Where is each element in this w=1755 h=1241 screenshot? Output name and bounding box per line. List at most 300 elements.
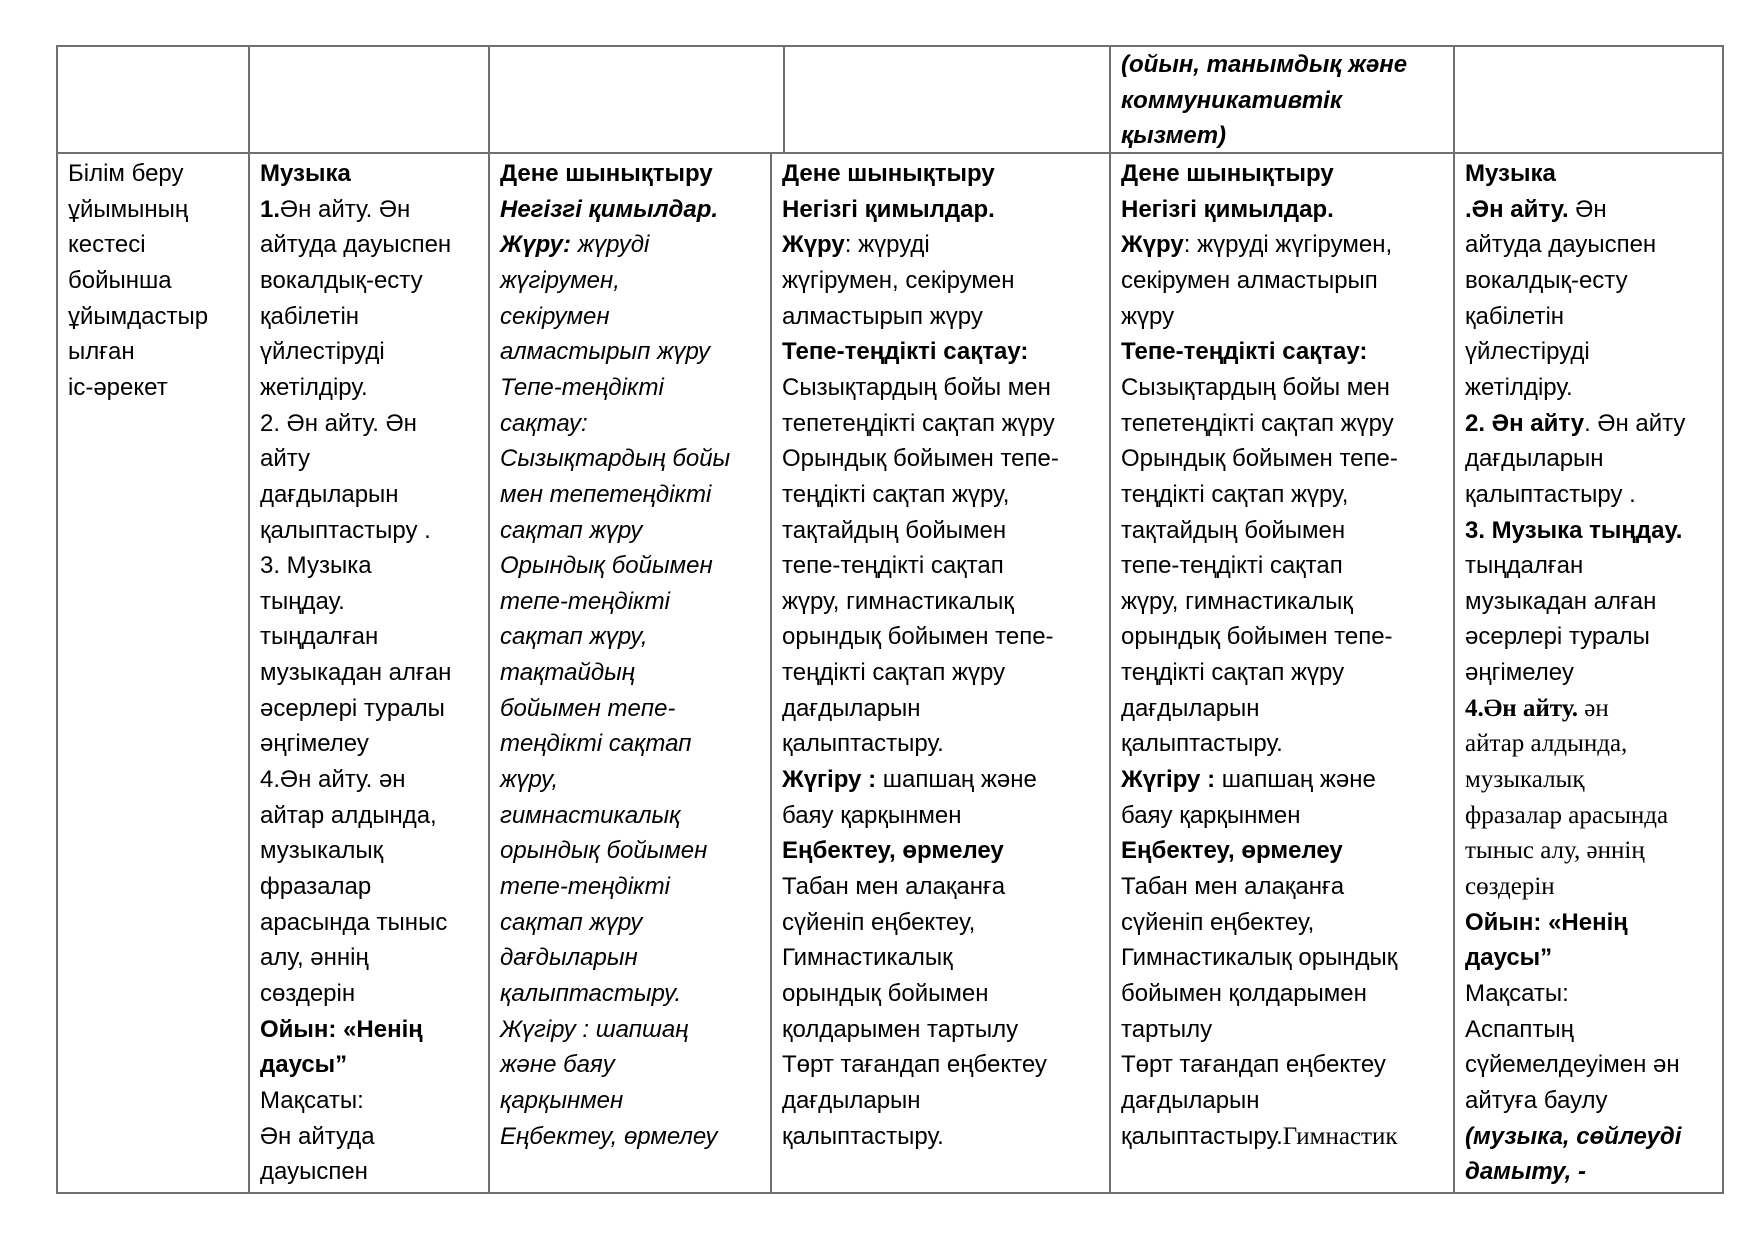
text-line xyxy=(1465,621,1650,653)
text-run: сөздерін xyxy=(1465,873,1555,900)
text-line xyxy=(1121,693,1260,725)
text-run: тепе-теңдікті xyxy=(500,587,670,615)
text-run: музыкалық xyxy=(260,837,384,865)
text-line xyxy=(260,800,437,832)
text-run: мен тепетеңдікті xyxy=(500,480,712,508)
text-run: тепе-теңдікті xyxy=(500,873,670,900)
text-run: тыңдалған xyxy=(1465,552,1584,580)
text-line xyxy=(500,871,670,903)
text-run: айтуда дауыспен xyxy=(260,231,452,259)
text-run: Жүгіру : xyxy=(782,766,877,794)
text-run: Жүру xyxy=(782,231,845,259)
text-run: Жүру: xyxy=(500,231,571,259)
text-line xyxy=(500,1049,615,1081)
text-line xyxy=(782,229,930,261)
text-run: тепетеңдікті сақтап жүру xyxy=(1121,409,1394,437)
text-line xyxy=(1465,586,1656,618)
text-run: Орындық бойымен тепе- xyxy=(1121,445,1398,473)
text-line xyxy=(782,336,1028,368)
text-run: тыңдау. xyxy=(260,587,345,615)
text-run: Орындық бойымен xyxy=(500,552,713,580)
text-line xyxy=(782,158,995,190)
text-run: 1. xyxy=(260,195,281,223)
text-line xyxy=(68,158,184,190)
text-run: орындық бойымен xyxy=(782,979,989,1007)
table-border-left xyxy=(56,45,58,1194)
text-line xyxy=(782,1014,1018,1046)
text-line xyxy=(1121,49,1407,81)
text-line xyxy=(1121,194,1334,226)
table-border-bottom xyxy=(56,1192,1724,1194)
text-line xyxy=(1465,835,1645,867)
text-run: іс-әрекет xyxy=(68,373,168,401)
text-run: даусы” xyxy=(260,1051,348,1079)
text-line xyxy=(260,1049,347,1081)
text-line xyxy=(1465,693,1609,725)
text-line xyxy=(782,265,1014,297)
text-run: Негізгі қимылдар. xyxy=(500,195,719,223)
text-run: тепе-теңдікті сақтап xyxy=(1121,552,1343,580)
text-line xyxy=(68,372,168,404)
text-line xyxy=(1121,800,1301,832)
text-run: Гимнастик xyxy=(1282,1122,1398,1150)
text-run: дағдыларын xyxy=(500,944,638,972)
text-run: жүру, xyxy=(500,766,559,794)
text-run: Сызықтардың бойы мен xyxy=(1121,373,1390,401)
text-run: теңдікті сақтап жүру, xyxy=(1121,480,1349,508)
text-line xyxy=(260,835,383,867)
text-line xyxy=(782,301,983,333)
text-run: әңгімелеу xyxy=(1465,659,1574,687)
text-line xyxy=(1465,408,1685,440)
text-run: сөздерін xyxy=(260,979,356,1007)
text-line xyxy=(1465,550,1583,582)
text-line xyxy=(1465,336,1590,368)
text-line xyxy=(1465,1156,1586,1188)
text-run: айтуда дауыспен xyxy=(1465,231,1657,259)
text-run: сақтап жүру, xyxy=(500,623,648,651)
text-line xyxy=(782,194,995,226)
text-line xyxy=(1121,1121,1398,1153)
text-run: қалыптастыру. xyxy=(782,1122,944,1150)
text-run: жүру xyxy=(1121,302,1175,330)
text-run: фразалар xyxy=(260,873,372,900)
text-run: дағдыларын xyxy=(782,1086,921,1114)
text-run: айтуға баулу xyxy=(1465,1086,1608,1114)
text-line xyxy=(260,693,445,725)
text-run: ылған xyxy=(68,338,135,366)
text-run: Ән айтуда xyxy=(260,1122,375,1150)
text-line xyxy=(782,693,921,725)
text-line xyxy=(1465,657,1574,689)
text-run: Білім беру xyxy=(68,160,184,187)
text-run: қалыптастыру. xyxy=(782,730,944,758)
text-run: айтар алдында, xyxy=(1465,730,1628,758)
text-run: қызмет) xyxy=(1121,122,1227,150)
text-run: орындық бойымен xyxy=(500,837,708,865)
text-run: сүйемелдеуімен ән xyxy=(1465,1051,1680,1079)
text-run: шапшаң және xyxy=(876,766,1037,794)
text-line xyxy=(1121,265,1378,297)
text-line xyxy=(260,550,372,582)
text-run: музыкадан алған xyxy=(1465,587,1657,615)
text-line xyxy=(500,693,675,725)
text-line xyxy=(500,835,707,867)
text-run: алу, әннің xyxy=(260,944,369,972)
text-run: қабілетін xyxy=(260,302,360,330)
text-line xyxy=(1465,301,1564,333)
text-run: сақтап жүру xyxy=(500,516,643,544)
text-line xyxy=(1121,907,1314,939)
text-line xyxy=(500,301,610,333)
text-run: теңдікті сақтап xyxy=(500,730,692,758)
text-run: қолдарымен тартылу xyxy=(782,1015,1019,1043)
text-line xyxy=(1121,479,1348,511)
text-line xyxy=(782,550,1004,582)
text-run: тақтайдың xyxy=(500,659,635,687)
text-line xyxy=(68,194,188,226)
text-run: даусы” xyxy=(1465,944,1553,972)
text-run: Негізгі қимылдар. xyxy=(1121,195,1334,223)
text-line xyxy=(1121,408,1394,440)
text-line xyxy=(782,728,944,760)
text-run: Табан мен алақанға xyxy=(1121,873,1345,900)
text-run: дауыспен xyxy=(260,1158,368,1186)
column-divider-5 xyxy=(1453,45,1455,1194)
text-line xyxy=(500,265,620,297)
text-run: Табан мен алақанға xyxy=(782,873,1006,900)
text-line xyxy=(260,728,369,760)
text-run: Тепе-теңдікті сақтау: xyxy=(782,338,1029,366)
text-line xyxy=(68,301,208,333)
text-line xyxy=(1465,978,1569,1010)
text-line xyxy=(1121,728,1283,760)
text-run: вокалдық-есту xyxy=(260,266,423,294)
text-run: жүруді xyxy=(570,231,650,259)
text-run: баяу қарқынмен xyxy=(1121,801,1301,829)
text-run: алмастырып жүру xyxy=(782,302,983,330)
text-run: дағдыларын xyxy=(1121,694,1260,722)
text-line xyxy=(1121,835,1343,867)
text-run: теңдікті сақтап жүру xyxy=(782,659,1006,687)
text-run: . Ән айту xyxy=(1584,409,1686,437)
text-run: бойынша xyxy=(68,266,172,294)
text-run: дағдыларын xyxy=(260,480,399,508)
text-run: Тепе-теңдікті сақтау: xyxy=(1121,338,1368,366)
text-run: 2. Ән айту xyxy=(1465,409,1585,437)
text-line xyxy=(1465,158,1556,190)
text-line xyxy=(1121,229,1392,261)
text-run: орындық бойымен тепе- xyxy=(782,623,1054,651)
text-run: Аспаптың xyxy=(1465,1015,1574,1043)
text-run: Гимнастикалық xyxy=(782,944,953,972)
text-run: үйлестіруді xyxy=(1465,338,1590,366)
text-line xyxy=(782,800,962,832)
text-run: дамыту, - xyxy=(1465,1158,1586,1186)
text-run: Мақсаты: xyxy=(260,1086,364,1114)
text-line xyxy=(782,443,1059,475)
text-run: жүру, гимнастикалық xyxy=(1121,587,1353,615)
text-run: 4.Ән айту. xyxy=(1465,694,1578,722)
text-line xyxy=(260,443,310,475)
text-run: кестесі xyxy=(68,231,146,259)
text-line xyxy=(1121,621,1393,653)
text-run: Дене шынықтыру xyxy=(500,160,713,187)
text-line xyxy=(1465,1049,1680,1081)
text-run: Төрт тағандап еңбектеу xyxy=(782,1051,1047,1079)
text-run: ән xyxy=(1577,694,1609,722)
text-line xyxy=(1121,120,1226,152)
text-line xyxy=(500,1121,717,1153)
text-run: сүйеніп еңбектеу, xyxy=(1121,908,1315,936)
text-line xyxy=(68,229,146,261)
text-run: Музыка xyxy=(1465,160,1556,187)
text-run: : жүруді xyxy=(844,231,930,259)
text-line xyxy=(500,1014,688,1046)
text-run: Ән xyxy=(1568,195,1607,223)
text-run: айтар алдында, xyxy=(260,801,437,829)
text-run: Еңбектеу, өрмелеу xyxy=(782,837,1004,865)
text-line xyxy=(260,301,359,333)
column-divider-4 xyxy=(1109,45,1111,1194)
text-run: үйлестіруді xyxy=(260,338,385,366)
text-line xyxy=(782,835,1004,867)
text-line xyxy=(500,657,635,689)
text-run: теңдікті сақтап жүру, xyxy=(782,480,1010,508)
table-border-row-divider xyxy=(56,152,1724,154)
text-run: Гимнастикалық орындық xyxy=(1121,944,1398,972)
text-run: Сызықтардың бойы мен xyxy=(782,373,1051,401)
text-run: шапшаң және xyxy=(1215,766,1376,794)
text-line xyxy=(260,1156,368,1188)
text-run: Дене шынықтыру xyxy=(782,160,995,187)
text-run: дағдыларын xyxy=(782,694,921,722)
text-line xyxy=(500,1085,623,1117)
text-line xyxy=(782,657,1005,689)
text-run: фразалар арасында xyxy=(1465,801,1669,829)
text-run: Ойын: «Ненің xyxy=(260,1015,423,1043)
text-run: әңгімелеу xyxy=(260,730,369,758)
text-line xyxy=(782,871,1005,903)
text-run: 3. Музыка тыңдау. xyxy=(1465,516,1683,544)
text-line xyxy=(260,194,410,226)
text-line xyxy=(1121,372,1390,404)
text-line xyxy=(500,479,711,511)
text-line xyxy=(1121,978,1367,1010)
text-run: бойымен қолдарымен xyxy=(1121,979,1367,1007)
text-line xyxy=(782,1085,921,1117)
text-run: дағдыларын xyxy=(1465,445,1604,473)
text-line xyxy=(782,372,1051,404)
text-line xyxy=(1121,301,1174,333)
text-line xyxy=(782,515,1006,547)
text-line xyxy=(260,158,351,190)
text-run: алмастырып жүру xyxy=(500,338,711,366)
text-line xyxy=(260,871,371,903)
column-divider-2 xyxy=(488,45,490,1194)
text-line xyxy=(500,408,588,440)
text-line xyxy=(260,978,355,1010)
text-run: 2. Ән айту. Ән xyxy=(260,409,417,437)
text-line xyxy=(260,764,406,796)
text-line xyxy=(1465,443,1604,475)
text-line xyxy=(500,443,730,475)
text-line xyxy=(500,586,670,618)
text-run: тыныс алу, әннің xyxy=(1465,837,1645,865)
text-line xyxy=(1121,515,1345,547)
text-line xyxy=(782,978,988,1010)
text-line xyxy=(782,1121,944,1153)
text-line xyxy=(500,229,649,261)
text-line xyxy=(1121,1014,1212,1046)
text-run: коммуникативтік xyxy=(1121,86,1342,114)
text-run: Еңбектеу, өрмелеу xyxy=(500,1122,718,1150)
text-run: Еңбектеу, өрмелеу xyxy=(1121,837,1343,865)
text-line xyxy=(500,907,642,939)
text-run: қабілетін xyxy=(1465,302,1565,330)
text-line xyxy=(1465,800,1668,832)
text-line xyxy=(1121,942,1397,974)
text-run: жүгірумен, секірумен xyxy=(782,266,1015,294)
text-line xyxy=(1465,764,1585,796)
text-run: тыңдалған xyxy=(260,623,379,651)
text-line xyxy=(500,336,710,368)
column-divider-3-bottom xyxy=(770,152,772,1194)
text-run: жетілдіру. xyxy=(260,373,368,401)
text-run: сақтау: xyxy=(500,409,588,437)
text-line xyxy=(260,479,399,511)
text-run: ұйымдастыр xyxy=(68,302,209,330)
text-line xyxy=(1465,372,1573,404)
text-run: қарқынмен xyxy=(500,1086,624,1114)
text-line xyxy=(500,515,642,547)
text-run: Негізгі қимылдар. xyxy=(782,195,995,223)
text-line xyxy=(1121,158,1334,190)
text-line xyxy=(1121,586,1353,618)
text-run: Жүгіру : шапшаң xyxy=(500,1015,689,1043)
text-run: жүру, гимнастикалық xyxy=(782,587,1014,615)
text-line xyxy=(1465,194,1607,226)
text-run: 4.Ән айту. ән xyxy=(260,766,406,794)
text-run: Жүру xyxy=(1121,231,1184,259)
text-run: гимнастикалық xyxy=(500,801,681,829)
text-line xyxy=(260,942,369,974)
text-line xyxy=(260,265,423,297)
text-run: тақтайдың бойымен xyxy=(782,516,1007,544)
text-run: (музыка, сөйлеуді xyxy=(1465,1122,1682,1150)
text-line xyxy=(500,800,680,832)
text-line xyxy=(782,621,1054,653)
text-run: секірумен xyxy=(500,302,610,330)
text-line xyxy=(782,764,1037,796)
text-line xyxy=(782,1049,1047,1081)
text-run: Дене шынықтыру xyxy=(1121,160,1334,187)
text-run: музыкалық xyxy=(1465,766,1585,794)
text-line xyxy=(500,764,558,796)
text-line xyxy=(1121,764,1376,796)
text-run: бойымен тепе- xyxy=(500,694,676,722)
text-line xyxy=(260,515,431,547)
text-line xyxy=(500,728,691,760)
text-line xyxy=(260,1121,375,1153)
text-line xyxy=(1465,265,1628,297)
text-run: қалыптастыру. xyxy=(1121,1122,1283,1150)
text-run: Ойын: «Ненің xyxy=(1465,908,1628,936)
text-line xyxy=(1121,443,1398,475)
text-run: қалыптастыру. xyxy=(1121,730,1283,758)
text-line xyxy=(782,942,953,974)
text-run: тақтайдың бойымен xyxy=(1121,516,1346,544)
text-run: қалыптастыру. xyxy=(500,979,682,1007)
text-run: сүйеніп еңбектеу, xyxy=(782,908,976,936)
text-line xyxy=(500,942,638,974)
text-run: 3. Музыка xyxy=(260,552,372,580)
text-line xyxy=(1465,515,1682,547)
text-run: секірумен алмастырып xyxy=(1121,266,1378,294)
text-run: және баяу xyxy=(500,1051,615,1079)
text-line xyxy=(68,265,172,297)
text-line xyxy=(500,978,681,1010)
text-line xyxy=(500,550,713,582)
text-line xyxy=(1121,85,1342,117)
text-line xyxy=(1121,336,1367,368)
text-line xyxy=(1465,907,1628,939)
text-line xyxy=(500,621,647,653)
text-line xyxy=(1465,1085,1608,1117)
text-line xyxy=(1465,1014,1574,1046)
text-run: ұйымының xyxy=(68,195,189,223)
text-line xyxy=(260,907,447,939)
text-line xyxy=(260,586,345,618)
text-run: дағдыларын xyxy=(1121,1086,1260,1114)
text-line xyxy=(1121,871,1344,903)
text-run: (ойын, танымдық және xyxy=(1121,51,1408,78)
table-border-right xyxy=(1722,45,1724,1194)
text-line xyxy=(1465,229,1656,261)
text-run: тепе-теңдікті сақтап xyxy=(782,552,1004,580)
text-run: қалыптастыру . xyxy=(1465,480,1636,508)
text-run: Сызықтардың бойы xyxy=(500,445,731,473)
text-line xyxy=(1465,479,1636,511)
text-run: Жүгіру : xyxy=(1121,766,1216,794)
text-line xyxy=(1465,942,1552,974)
text-line xyxy=(1465,1121,1681,1153)
text-line xyxy=(782,479,1009,511)
text-line xyxy=(782,907,975,939)
text-line xyxy=(260,408,417,440)
text-run: Музыка xyxy=(260,160,351,187)
text-run: музыкадан алған xyxy=(260,659,452,687)
text-run: : жүруді жүгірумен, xyxy=(1183,231,1393,259)
text-run: Төрт тағандап еңбектеу xyxy=(1121,1051,1386,1079)
text-run: вокалдық-есту xyxy=(1465,266,1628,294)
text-line xyxy=(782,408,1055,440)
text-line xyxy=(1121,1049,1386,1081)
table-border-top xyxy=(56,45,1724,47)
text-line xyxy=(1465,871,1555,903)
text-run: .Ән айту. xyxy=(1465,195,1569,223)
text-run: арасында тыныс xyxy=(260,908,448,936)
text-run: әсерлері туралы xyxy=(260,694,445,722)
text-line xyxy=(260,1085,364,1117)
text-line xyxy=(1121,657,1344,689)
text-line xyxy=(500,158,713,190)
text-line xyxy=(260,336,385,368)
text-run: жүгірумен, xyxy=(500,266,620,294)
text-run: Ән айту. Ән xyxy=(280,195,411,223)
text-run: айту xyxy=(260,445,311,473)
text-run: Мақсаты: xyxy=(1465,979,1569,1007)
